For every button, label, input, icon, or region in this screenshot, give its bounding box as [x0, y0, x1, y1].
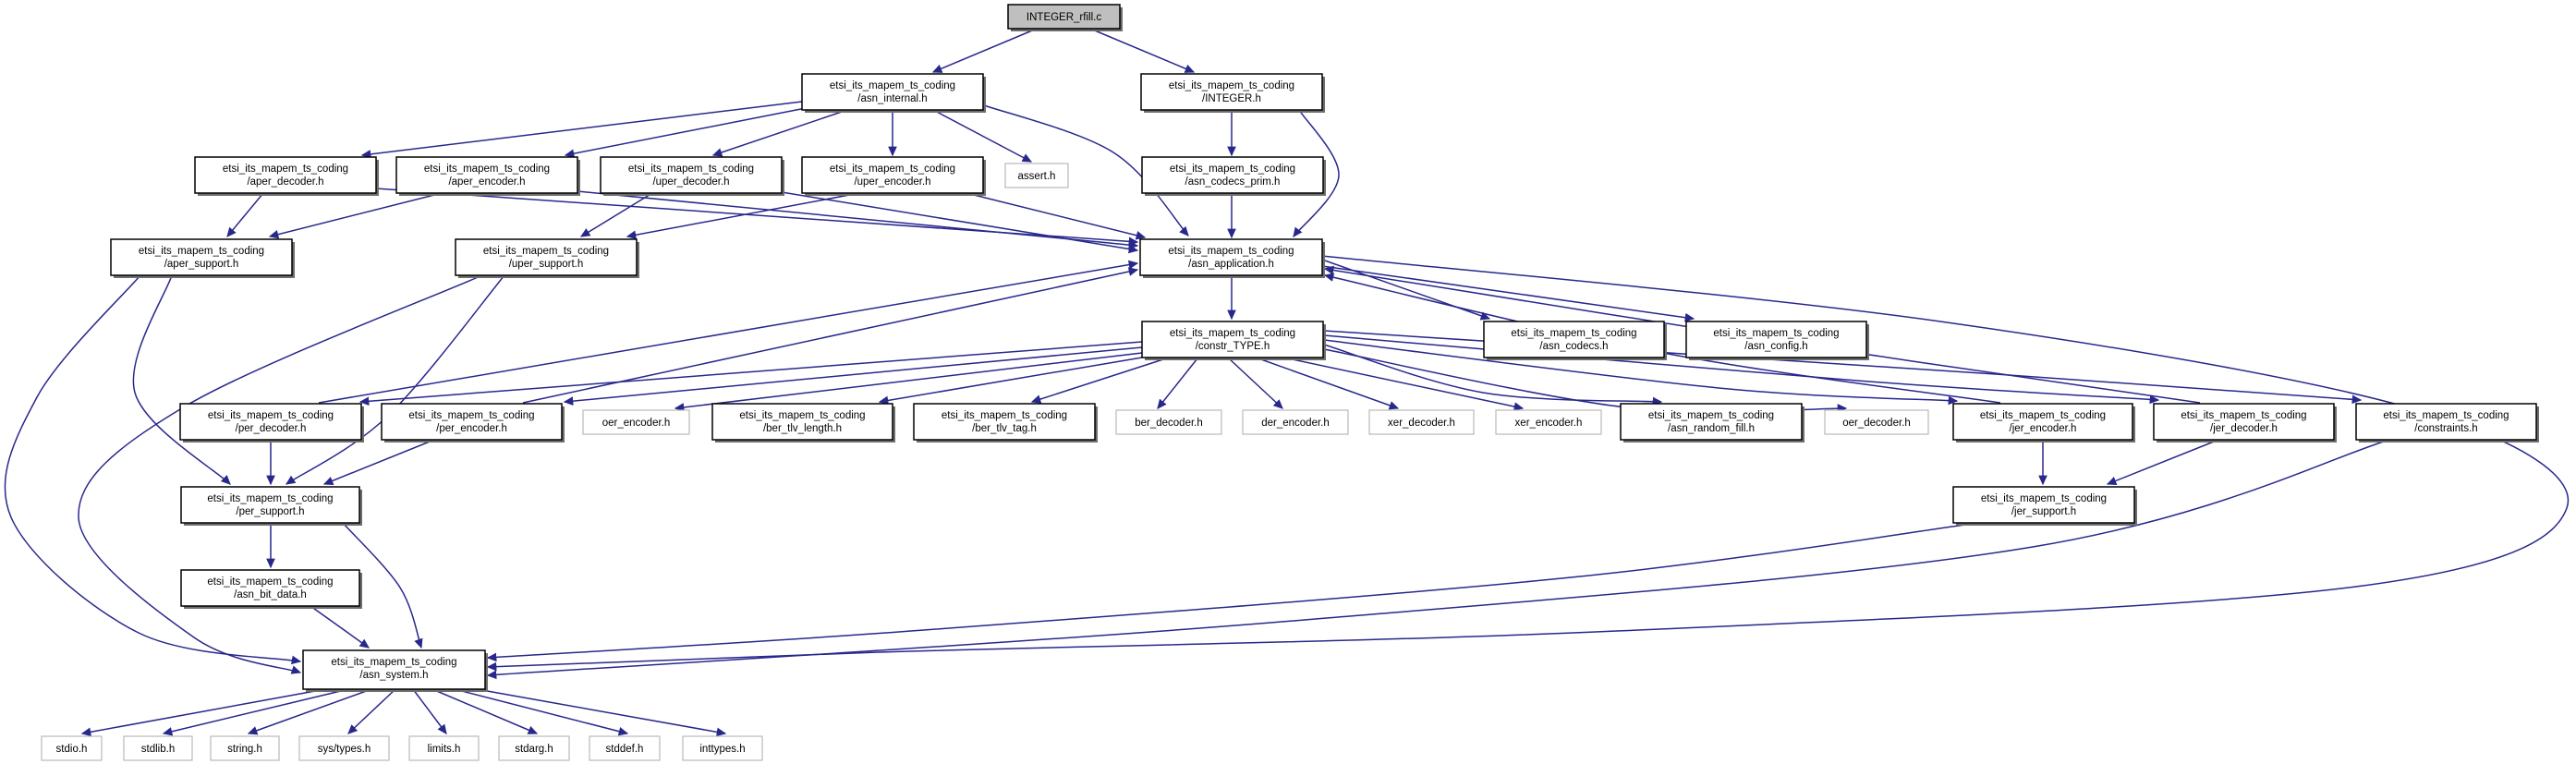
node-ber_decoder — [1116, 410, 1221, 434]
node-jer_support[interactable] — [1953, 487, 2137, 526]
node-stdarg_h — [499, 736, 569, 760]
node-layer — [42, 5, 2539, 760]
node-box — [396, 157, 577, 193]
node-uper_support[interactable] — [456, 239, 639, 278]
node-box — [1484, 321, 1664, 358]
node-box — [111, 239, 292, 275]
node-label: etsi_its_mapem_ts_coding /asn_bit_data.h — [207, 576, 334, 600]
edge-layer — [5, 29, 2568, 734]
node-box — [1953, 404, 2132, 440]
node-ber_tlv_tag[interactable] — [914, 404, 1098, 443]
node-label: etsi_its_mapem_ts_coding /uper_decoder.h — [627, 164, 755, 188]
node-integer_h[interactable] — [1141, 74, 1325, 113]
node-label: etsi_its_mapem_ts_coding /asn_application.h — [1168, 246, 1294, 270]
node-assert_h — [1005, 164, 1068, 188]
edge-asn_system-to-stdarg_h — [432, 689, 537, 734]
node-box — [914, 404, 1095, 440]
node-box — [1140, 239, 1322, 275]
node-integer_rfill — [1008, 5, 1123, 31]
node-inttypes_h — [683, 736, 762, 760]
edge-integer_rfill-to-integer_h — [1090, 29, 1194, 72]
node-asn_codecs[interactable] — [1484, 321, 1667, 360]
node-uper_encoder[interactable] — [802, 157, 986, 196]
node-aper_support[interactable] — [111, 239, 295, 278]
node-label: etsi_its_mapem_ts_coding /asn_config.h — [1713, 328, 1840, 352]
node-label: etsi_its_mapem_ts_coding /jer_encoder.h — [1979, 410, 2107, 434]
edge-constr_type-to-ber_decoder — [1158, 358, 1197, 408]
node-label: etsi_its_mapem_ts_coding /uper_support.h — [482, 246, 610, 270]
node-label: inttypes.h — [699, 744, 746, 755]
node-aper_encoder[interactable] — [396, 157, 580, 196]
edge-per_encoder-to-per_support — [324, 440, 434, 484]
node-xer_encoder — [1496, 410, 1601, 434]
node-xer_decoder — [1369, 410, 1474, 434]
node-label: assert.h — [1017, 171, 1056, 182]
edge-constr_type-to-oer_encoder — [675, 353, 1142, 408]
node-label: etsi_its_mapem_ts_coding /ber_tlv_tag.h — [941, 410, 1068, 434]
edge-asn_system-to-sys_types_h — [348, 689, 395, 734]
node-label: etsi_its_mapem_ts_coding /jer_decoder.h — [2181, 410, 2307, 434]
node-label: etsi_its_mapem_ts_coding /ber_tlv_length.h — [739, 410, 866, 434]
node-limits_h — [409, 736, 479, 760]
edge-constr_type-to-der_encoder — [1229, 358, 1282, 408]
node-label: der_encoder.h — [1261, 418, 1330, 429]
node-box — [712, 404, 893, 440]
node-constr_type[interactable] — [1142, 321, 1326, 360]
node-stddef_h — [589, 736, 660, 760]
edge-aper_encoder-to-aper_support — [270, 193, 442, 236]
node-box — [1686, 321, 1866, 358]
node-string_h — [211, 736, 279, 760]
node-asn_system[interactable] — [303, 650, 488, 692]
node-box — [1953, 487, 2134, 523]
edge-uper_decoder-to-uper_support — [581, 193, 652, 236]
node-label: etsi_its_mapem_ts_coding /asn_codecs_prim.h — [1169, 164, 1296, 188]
edge-per_encoder-to-asn_application — [523, 270, 1137, 403]
node-aper_decoder[interactable] — [195, 157, 379, 196]
node-per_support[interactable] — [181, 487, 362, 526]
node-label: etsi_its_mapem_ts_coding /aper_decoder.h — [222, 164, 349, 188]
edge-constr_type-to-per_decoder — [360, 342, 1142, 402]
node-label: stdarg.h — [515, 744, 553, 755]
node-label: etsi_its_mapem_ts_coding /jer_support.h — [1980, 493, 2108, 517]
node-stdio_h — [42, 736, 102, 760]
node-label: stddef.h — [605, 744, 644, 755]
node-label: ber_decoder.h — [1135, 418, 1203, 429]
node-label: limits.h — [427, 744, 461, 755]
node-asn_codecs_prim[interactable] — [1142, 157, 1326, 196]
node-box — [802, 74, 983, 110]
edge-uper_support-to-asn_system — [79, 275, 482, 673]
node-label: stdlib.h — [140, 744, 176, 755]
node-box — [2154, 404, 2334, 440]
node-per_encoder[interactable] — [382, 404, 565, 443]
node-box — [1142, 157, 1323, 193]
node-asn_random_fill[interactable] — [1621, 404, 1804, 443]
node-label: xer_decoder.h — [1388, 418, 1455, 429]
node-box — [382, 404, 562, 440]
node-oer_encoder — [583, 410, 689, 434]
edge-uper_support-to-per_support — [286, 275, 504, 484]
edge-per_decoder-to-asn_application — [319, 263, 1137, 403]
edge-asn_internal-to-assert_h — [933, 110, 1031, 162]
node-box — [181, 487, 359, 523]
node-label: etsi_its_mapem_ts_coding /INTEGER.h — [1168, 80, 1295, 104]
node-ber_tlv_length[interactable] — [712, 404, 895, 443]
node-stdlib_h — [124, 736, 192, 760]
node-label: string.h — [227, 744, 262, 755]
node-label: etsi_its_mapem_ts_coding /per_decoder.h — [207, 410, 334, 434]
node-label: xer_encoder.h — [1514, 418, 1583, 429]
node-box — [181, 570, 359, 606]
node-box — [195, 157, 376, 193]
node-label: etsi_its_mapem_ts_coding /per_support.h — [207, 493, 334, 517]
edge-uper_encoder-to-asn_application — [966, 193, 1145, 237]
edge-asn_internal-to-uper_decoder — [713, 110, 847, 155]
node-asn_config[interactable] — [1686, 321, 1869, 360]
node-label: etsi_its_mapem_ts_coding /constraints.h — [2383, 410, 2509, 434]
node-box — [802, 157, 983, 193]
node-box — [2356, 404, 2536, 440]
node-label: etsi_its_mapem_ts_coding /asn_random_fill.h — [1647, 410, 1775, 434]
edge-aper_support-to-per_support — [133, 275, 230, 484]
edge-asn_application-to-asn_codecs — [1322, 260, 1489, 319]
node-uper_decoder[interactable] — [601, 157, 784, 196]
edge-asn_system-to-stdio_h — [82, 689, 325, 734]
node-per_decoder[interactable] — [180, 404, 364, 443]
node-box — [1142, 321, 1323, 358]
node-asn_internal[interactable] — [802, 74, 986, 113]
node-label: etsi_its_mapem_ts_coding /per_encoder.h — [408, 410, 535, 434]
node-label: etsi_its_mapem_ts_coding /aper_encoder.h — [423, 164, 551, 188]
node-oer_decoder — [1825, 410, 1928, 434]
edge-asn_bit_data-to-asn_system — [310, 606, 369, 648]
node-label: etsi_its_mapem_ts_coding /uper_encoder.h — [829, 164, 956, 188]
node-label: INTEGER_rfill.c — [1026, 12, 1102, 23]
edge-asn_system-to-string_h — [249, 689, 371, 734]
node-constraints[interactable] — [2356, 404, 2539, 443]
node-der_encoder — [1243, 410, 1348, 434]
node-label: sys/types.h — [317, 744, 371, 755]
node-box — [180, 404, 361, 440]
edge-integer_rfill-to-asn_internal — [933, 29, 1037, 72]
edge-asn_application-to-asn_system — [488, 256, 2569, 667]
node-label: etsi_its_mapem_ts_coding /constr_TYPE.h — [1169, 328, 1296, 352]
node-jer_encoder[interactable] — [1953, 404, 2135, 443]
node-box — [601, 157, 782, 193]
node-jer_decoder[interactable] — [2154, 404, 2337, 443]
node-label: etsi_its_mapem_ts_coding /asn_codecs.h — [1511, 328, 1637, 352]
edge-aper_decoder-to-aper_support — [227, 193, 263, 236]
node-box — [1621, 404, 1802, 440]
node-label: oer_encoder.h — [601, 418, 671, 429]
node-label: etsi_its_mapem_ts_coding /aper_support.h — [138, 246, 265, 270]
node-label: oer_decoder.h — [1842, 418, 1911, 429]
node-sys_types_h — [299, 736, 389, 760]
edge-jer_support-to-asn_system — [488, 523, 1978, 658]
edge-asn_system-to-limits_h — [413, 689, 446, 734]
node-box — [456, 239, 637, 275]
edge-constr_type-to-xer_decoder — [1258, 358, 1398, 408]
node-asn_bit_data[interactable] — [181, 570, 362, 609]
node-label: etsi_its_mapem_ts_coding /asn_internal.h — [829, 80, 956, 104]
node-box — [1141, 74, 1322, 110]
edge-jer_decoder-to-jer_support — [2108, 440, 2218, 484]
node-asn_application[interactable] — [1140, 239, 1325, 278]
node-label: stdio.h — [55, 744, 88, 755]
edge-aper_encoder-to-asn_application — [577, 191, 1137, 246]
edge-asn_system-to-stdlib_h — [164, 689, 348, 734]
node-label: etsi_its_mapem_ts_coding /asn_system.h — [331, 657, 457, 681]
